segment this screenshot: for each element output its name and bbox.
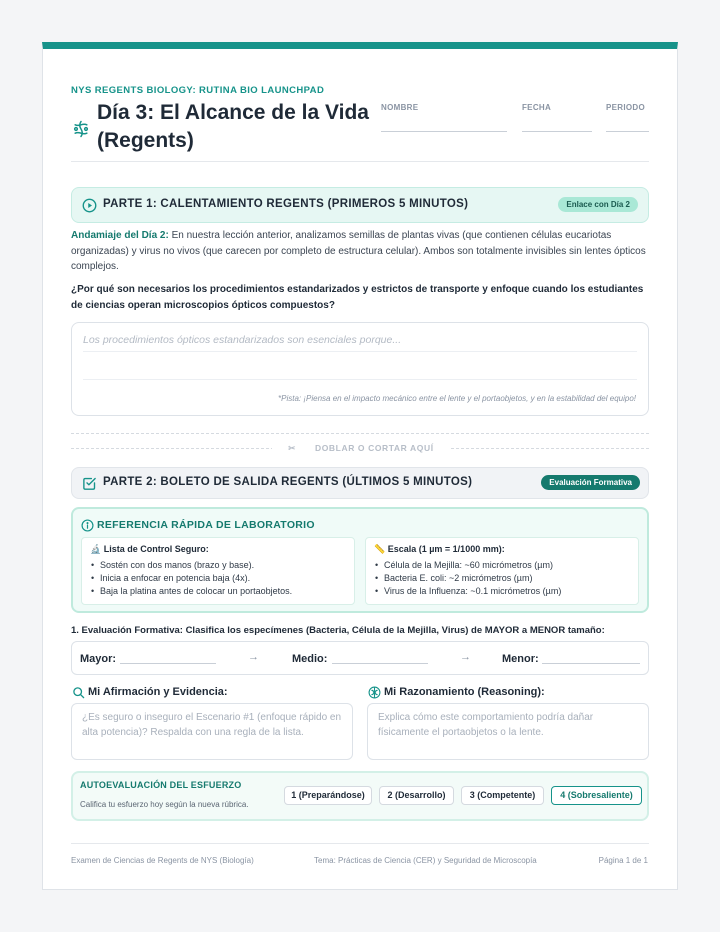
worksheet-page [42,42,678,890]
claim-heading: Mi Afirmación y Evidencia: [88,686,228,698]
info-icon [81,519,94,532]
scaffold-paragraph [71,228,649,275]
scissors-icon: ✂ [280,443,307,453]
footer-left: Examen de Ciencias de Regents de NYS (Biología) [71,856,254,865]
reasoning-placeholder: Explica cómo este comportamiento podría dañar físicamente el portaobjetos o la lente. [378,712,594,738]
name-label: NOMBRE [381,103,419,112]
play-circle-icon [82,198,97,213]
checklist-list [90,559,346,598]
menor-answer-line[interactable] [542,663,640,664]
header-divider [71,161,649,162]
cut-label [43,443,679,454]
scale-item: • Virus de la Influenza: ~0.1 micrómetros (µm) [374,585,630,598]
answer-placeholder: Los procedimientos ópticos estandarizados son esenciales porque... [83,334,402,346]
footer-divider [71,843,649,844]
self-assessment-title: AUTOEVALUACIÓN DEL ESFUERZO [80,780,242,790]
answer-hint: *Pista: ¡Piensa en el impacto mecánico entre el lente y el portaobjetos, y en la estabilidad del equipo! [278,394,636,403]
scale-item: • Bacteria E. coli: ~2 micrómetros (µm) [374,572,630,585]
scale-title: 📏 Escala (1 µm = 1/1000 mm): [374,544,505,554]
page-number: Página 1 de 1 [598,856,648,865]
scaffold-text: En nuestra lección anterior, analizamos semillas de plantas vivas (que contienen células eucariotas organizadas) y virus no vivos (que carecen por completo de estructura celular). Ambos son totalmente invisibles sin lentes ópticos complejos. [71,230,646,272]
day2-link-badge: Enlace con Día 2 [558,197,638,212]
cut-line-top [71,433,649,434]
name-field[interactable] [381,131,507,132]
part2-header [71,467,649,499]
reasoning-heading: Mi Razonamiento (Reasoning): [384,686,545,698]
answer-line [83,351,637,352]
scale-item: • Célula de la Mejilla: ~60 micrómetros (µm) [374,559,630,572]
lab-reference-box [71,507,649,613]
warmup-question: ¿Por qué son necesarios los procedimientos estandarizados y estrictos de transporte y enfoque cuando los estudiantes de ciencias operan microscopios ópticos compuestos? [71,284,644,311]
medio-label: Medio: [292,653,328,665]
part1-header [71,187,649,223]
answer-line [83,379,637,380]
scale-list [374,559,630,598]
ranking-box [71,641,649,675]
cut-label-text: DOBLAR O CORTAR AQUÍ [307,443,442,453]
period-label: PERIODO [606,103,645,112]
formative-badge: Evaluación Formativa [541,475,640,490]
rating-option-4[interactable]: 4 (Sobresaliente) [551,786,642,805]
reasoning-textbox[interactable] [367,703,649,760]
rating-option-2[interactable]: 2 (Desarrollo) [379,786,454,805]
part2-title: PARTE 2: BOLETO DE SALIDA REGENTS (ÚLTIMOS 5 MINUTOS) [103,476,473,488]
microscope-icon [71,119,91,139]
date-label: FECHA [522,103,552,112]
course-kicker: NYS REGENTS BIOLOGY: RUTINA BIO LAUNCHPAD [71,85,325,96]
footer-center: Tema: Prácticas de Ciencia (CER) y Seguridad de Microscopía [314,856,537,865]
menor-label: Menor: [502,653,539,665]
ranking-question: 1. Evaluación Formativa: Clasifica los especímenes (Bacteria, Célula de la Mejilla, Virus) de MAYOR a MENOR tamaño: [71,625,605,636]
search-icon [72,686,85,699]
arrow-right-icon: → [248,651,259,663]
brain-icon [368,686,381,699]
arrow-right-icon: → [460,651,471,663]
scale-reference [365,537,639,605]
period-field[interactable] [606,131,649,132]
checklist-title: 🔬 Lista de Control Seguro: [90,544,209,554]
rating-option-3[interactable]: 3 (Competente) [461,786,544,805]
date-field[interactable] [522,131,592,132]
page-title: Día 3: El Alcance de la Vida (Regents) [97,101,369,152]
warmup-answer-box[interactable] [71,322,649,416]
claim-textbox[interactable] [71,703,353,760]
reference-title: REFERENCIA RÁPIDA DE LABORATORIO [97,519,315,531]
claim-placeholder: ¿Es seguro o inseguro el Escenario #1 (enfoque rápido en alta potencia)? Respalda con una regla de la lista. [82,712,342,738]
self-assessment-subtitle: Califica tu esfuerzo hoy según la nueva rúbrica. [80,800,249,809]
part1-title: PARTE 1: CALENTAMIENTO REGENTS (PRIMEROS 5 MINUTOS) [103,198,469,210]
safety-checklist [81,537,355,605]
checklist-item: • Sostén con dos manos (brazo y base). [90,559,346,572]
checkbox-icon [82,476,97,491]
scaffold-label: Andamiaje del Día 2: [71,230,169,241]
self-assessment-box [71,771,649,821]
checklist-item: • Inicia a enfocar en potencia baja (4x). [90,572,346,585]
medio-answer-line[interactable] [332,663,428,664]
mayor-label: Mayor: [80,653,117,665]
mayor-answer-line[interactable] [120,663,216,664]
rating-option-1[interactable]: 1 (Preparándose) [284,786,372,805]
checklist-item: • Baja la platina antes de colocar un portaobjetos. [90,585,346,598]
